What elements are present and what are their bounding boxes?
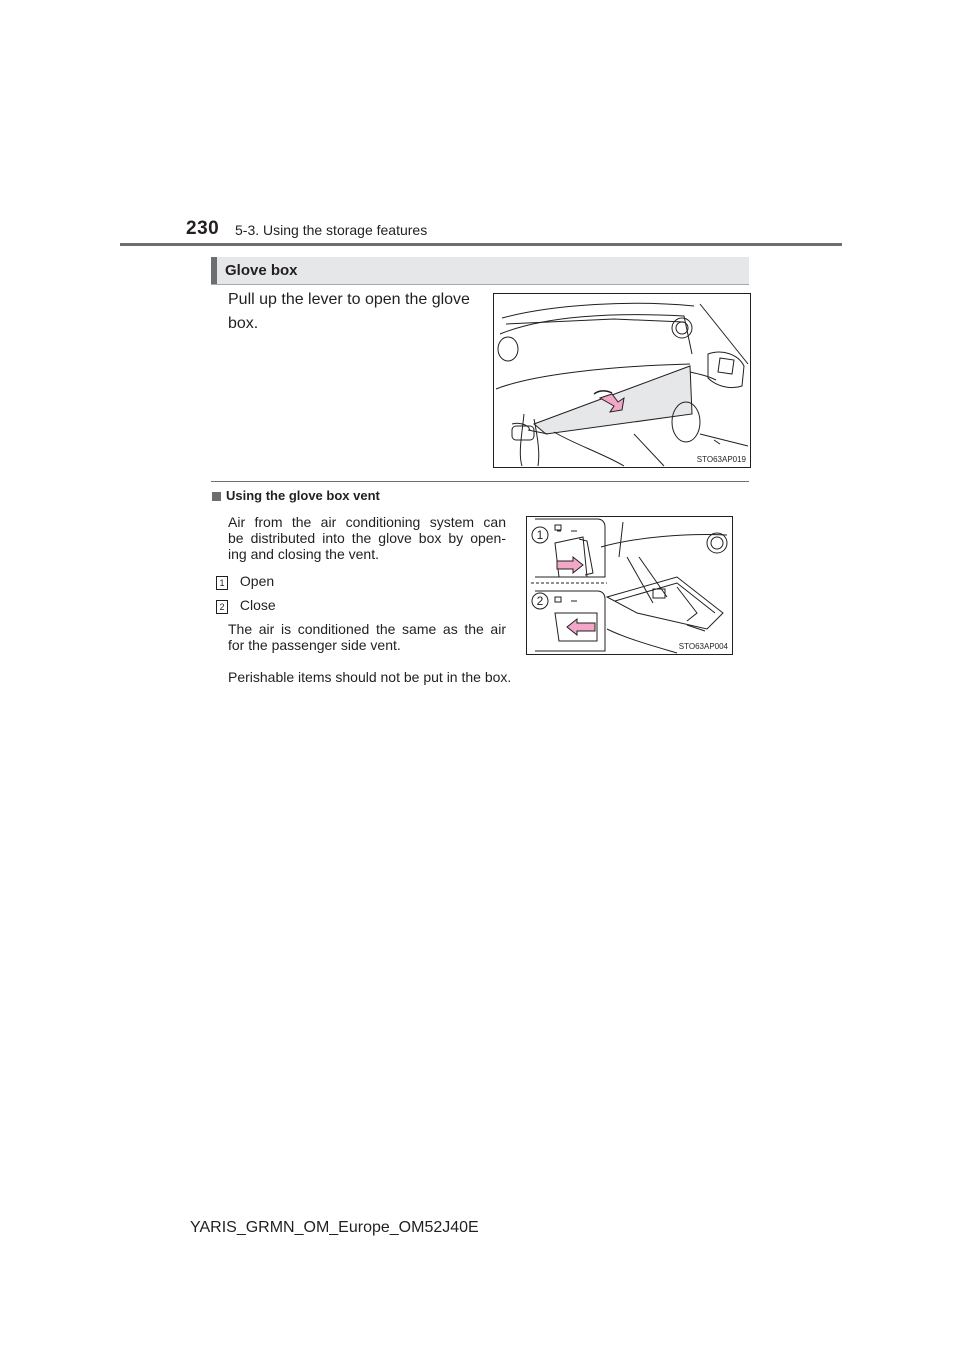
vent-note-line1: The air is conditioned the same as the air	[228, 621, 506, 637]
figure-code-2: STO63AP004	[678, 642, 728, 651]
glove-box-illustration	[493, 293, 751, 468]
list-item	[216, 597, 276, 614]
glove-box-intro	[228, 288, 470, 336]
glove-box-heading: Glove box	[225, 262, 298, 279]
vent-note	[228, 621, 506, 653]
section-title: 5-3. Using the storage features	[235, 222, 428, 238]
page-number: 230	[186, 218, 220, 239]
section-divider	[211, 481, 749, 482]
callout-number-2: 2	[536, 594, 544, 608]
glove-box-intro-line2: box.	[228, 315, 259, 332]
vent-paragraph	[228, 514, 506, 562]
figure-code-1: STO63AP019	[696, 455, 746, 464]
list-item	[216, 573, 274, 590]
vent-paragraph-line1: Air from the air conditioning system can	[228, 514, 506, 530]
vent-drawing	[527, 517, 732, 654]
dashboard-drawing	[494, 294, 750, 467]
glove-box-intro-line1: Pull up the lever to open the glove	[228, 291, 470, 308]
callout-number-1: 1	[536, 528, 544, 542]
vent-paragraph-line2: be distributed into the glove box by open-	[228, 530, 506, 546]
glove-box-heading-accent	[211, 257, 217, 284]
header-rule	[120, 243, 842, 246]
item-label-open: Open	[239, 573, 275, 589]
vent-illustration	[526, 516, 733, 655]
bullet-square-icon	[212, 492, 221, 501]
vent-sub-heading: Using the glove box vent	[226, 488, 380, 503]
vent-note-line2: for the passenger side vent.	[228, 637, 401, 653]
perishable-note: Perishable items should not be put in the box.	[228, 669, 512, 685]
document-id: YARIS_GRMN_OM_Europe_OM52J40E	[190, 1219, 479, 1236]
item-number-box: 2	[216, 600, 228, 614]
item-number-box: 1	[216, 576, 228, 590]
item-label-close: Close	[239, 597, 276, 613]
vent-paragraph-line3: ing and closing the vent.	[228, 546, 379, 562]
